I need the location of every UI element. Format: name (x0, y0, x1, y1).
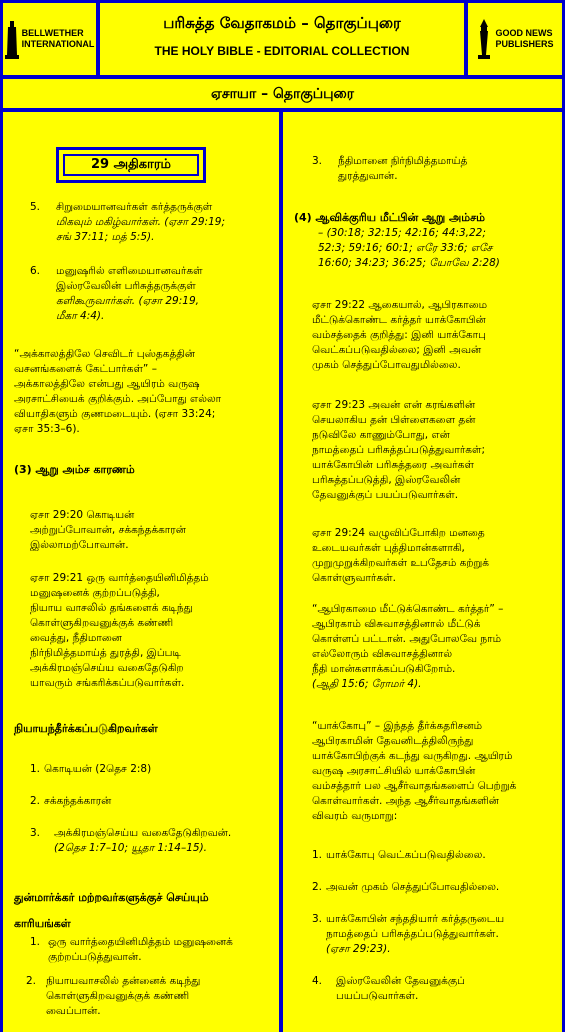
paragraph-verse-21: ஏசா 29:21 ஒரு வார்த்தையினிமித்தம் மனுஷனைக் குற்றப்படுத்தி, நியாய வாசலில் தங்களைக் கடிந்து கொள்ளுகிறவனுக்குக் கண்ணி வைத்து, நீதிமானை நிர்நிமித்தமாய்த் துரத்தி, இப்படி அக்கிரமஞ்செய்ய வகைதேடுகிற யாவரும் சங்கரிக்கப்படுவார்கள். (30, 572, 209, 689)
list-item: 1. ஒரு வார்த்தையினிமித்தம் மனுஷனைக் குற்றப்படுத்துவான். (30, 936, 233, 963)
heading-six-reasons: (3) ஆறு அம்ச காரணம் (14, 463, 135, 476)
logo-right-line1: GOOD NEWS (495, 28, 553, 38)
header-title-box (100, 3, 464, 75)
paragraph-verse-22: ஏசா 29:22 ஆகையால், ஆபிரகாமை மீட்டுக்கொண்ட கர்த்தர் யாக்கோபின் வம்சத்தைக் குறித்து: இனி யாக்கோபு வெட்கப்படுவதில்லை; இனி அவன் முகம் செத்துப்போவதுமில்லை. (312, 299, 488, 371)
logo-right-line2: PUBLISHERS (495, 39, 554, 49)
paragraph-verse-23: ஏசா 29:23 அவன் என் கரங்களின் செயலாகிய தன் பிள்ளைகளை தன் நடுவிலே காணும்போது, என் நாமத்தைப் பரிசுத்தப்படுத்துவார்கள்; யாக்கோபின் பரிசுத்தரை அவர்கள் பரிசுத்தப்படுத்தி, இஸ்ரவேலின் தேவனுக்குப் பயப்படுவார்கள். (312, 399, 486, 501)
list-item: 3. யாக்கோபின் சந்ததியார் கர்த்தருடைய நாமத்தைப் பரிசுத்தப்படுத்துவார்கள். (ஏசா 29:23). (312, 913, 505, 955)
list-item: 5. சிறுமையானவர்கள் கர்த்தருக்குள் மிகவும் மகிழ்வார்கள். (ஏசா 29:19; சங் 37:11; மத் 5:5). (30, 201, 225, 243)
logo-left-line2: INTERNATIONAL (21, 39, 95, 49)
logo-left-line1: BELLWETHER (21, 28, 84, 38)
subtitle: ஏசாயா – தொகுப்புரை (210, 85, 355, 102)
paragraph-verse-20: ஏசா 29:20 கொடியன் அற்றுப்போவான், சக்கந்தக்காரன் இல்லாமற்போவான். (30, 509, 186, 551)
list-item: 1. யாக்கோபு வெட்கப்படுவதில்லை. (312, 849, 486, 861)
bellwether-logo (3, 3, 96, 75)
torch-icon (476, 19, 492, 59)
list-item: 2. சக்கந்தக்காரன் (30, 795, 112, 807)
heading-spiritual-redemption: (4) ஆவிக்குரிய மீட்பின் ஆறு அம்சம் – (30:18; 32:15; 42:16; 44:3,22; 52:3; 59:16; 60:1; எரே 33:6; எசே 16:60; 34:23; 36:25; யோவே 2:28) (294, 211, 500, 269)
list-item: 2. நியாயவாசலில் தன்னைக் கடிந்து கொள்ளுகிறவனுக்குக் கண்ணி வைப்பான். (26, 975, 201, 1017)
heading-deeds: துன்மார்க்கர் மற்றவர்களுக்குச் செய்யும் காரியங்கள் (14, 891, 209, 930)
paragraph-abraham: “ஆபிரகாமை மீட்டுக்கொண்ட கர்த்தர்” – ஆபிரகாம் விசுவாசத்தினால் மீட்டுக் கொள்ளப் பட்டான். அதுபோலவே நாம் எல்லோரும் விசுவாசத்தினால் நீதி மான்களாக்கப்படுகிறோம். (ஆதி 15:6; ரோமர் 4). (312, 603, 504, 690)
list-item: 1. கொடியன் (2தெச 2:8) (30, 763, 152, 775)
list-item: 4. இஸ்ரவேலின் தேவனுக்குப் பயப்படுவார்கள். (312, 975, 465, 1002)
paragraph-thousand-years: “அக்காலத்திலே செவிடர் புஸ்தகத்தின் வசனங்களைக் கேட்பார்கள்” – அக்காலத்திலே என்பது ஆயிரம் வருஷ அரசாட்சியைக் குறிக்கும். அப்போது எல்லா வியாதிகளும் குணமடையும். (ஏசா 33:24; ஏசா 35:3–6). (14, 348, 222, 435)
list-item: 3. நீதிமானை நிர்நிமித்தமாய்த் துரத்துவான். (312, 155, 468, 182)
title-english: THE HOLY BIBLE - EDITORIAL COLLECTION (154, 44, 410, 58)
list-item: 3. அக்கிரமஞ்செய்ய வகைதேடுகிறவன். (2தெச 1:7–10; யூதா 1:14–15). (30, 827, 232, 854)
paragraph-verse-24: ஏசா 29:24 வழுவிப்போகிற மனதை உடையவர்கள் புத்திமான்களாகி, முறுமுறுக்கிறவர்கள் உபதேசம் கற்றுக் கொள்ளுவார்கள். (312, 527, 489, 584)
lighthouse-icon (5, 19, 19, 59)
chapter-box (56, 147, 206, 183)
title-tamil: பரிசுத்த வேதாகமம் – தொகுப்புரை (163, 14, 401, 32)
list-item: 2. அவன் முகம் செத்துப்போவதில்லை. (312, 881, 500, 893)
list-item: 6. மனுஷரில் எளிமையானவர்கள் இஸ்ரவேலின் பரிசுத்தருக்குள் களிகூருவார்கள். (ஏசா 29:19, மீகா 4:4). (30, 265, 203, 322)
paragraph-jacob: “யாக்கோபு” – இந்தத் தீர்க்கதரிசனம் ஆபிரகாமின் தேவனிடத்திலிருந்து யாக்கோபிற்குக் கடந்து வருகிறது. ஆயிரம் வருஷ அரசாட்சியில் யாக்கோபின் வம்சத்தார் பல ஆசீர்வாதங்களைப் பெற்றுக் கொள்வார்கள். அந்த ஆசீர்வாதங்களின் விவரம் வருமாறு: (312, 720, 517, 822)
chapter-title: 29 அதிகாரம் (91, 157, 171, 172)
good-news-logo (468, 3, 562, 75)
heading-judged: நியாயந்தீர்க்கப்படுகிறவர்கள் (14, 722, 158, 735)
subtitle-bar (3, 79, 562, 108)
